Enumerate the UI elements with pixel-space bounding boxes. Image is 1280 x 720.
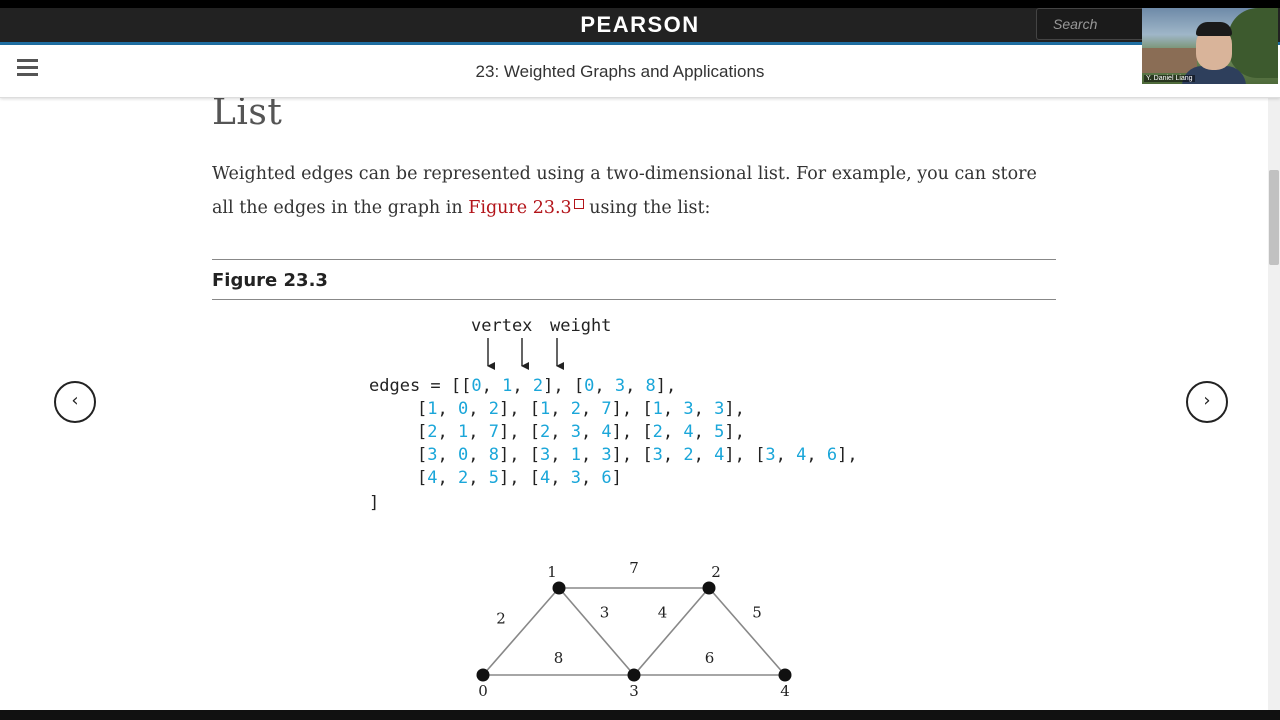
scrollbar-thumb[interactable] [1269,170,1279,265]
vertex-label: vertex [471,316,533,336]
graph-vertex [628,669,641,682]
paragraph-text-1: Weighted edges can be represented using a two-dimensional list. For example, you can store all the edges in the graph in [212,164,1037,218]
edges-code-line: [2, 1, 7], [2, 3, 4], [2, 4, 5], [417,422,745,442]
weighted-graph [477,559,792,700]
edges-closing-bracket: ] [369,493,380,513]
chapter-header [0,45,1280,98]
figure-23-3 [0,98,1268,710]
edge-weight-label: 5 [752,603,762,622]
graph-vertex [553,582,566,595]
search-placeholder: Search [1053,16,1098,32]
weight-label: weight [550,316,612,336]
figure-title: Figure 23.3 [212,270,328,291]
vertex-label-text: 3 [629,682,639,700]
vertex-label-text: 1 [547,563,557,581]
graph-edge [483,588,559,675]
edges-code-line: [3, 0, 8], [3, 1, 3], [3, 2, 4], [3, 4, 6], [417,445,858,465]
vertex-label-text: 0 [478,682,488,700]
previous-page-button[interactable]: ‹ [54,381,96,423]
edge-weight-label: 7 [629,559,639,577]
graph-vertex [779,669,792,682]
paragraph-text-2: using the list: [583,198,711,218]
search-input[interactable] [1036,8,1146,40]
vertex-label-text: 2 [711,563,721,581]
next-page-button[interactable]: › [1186,381,1228,423]
graph-edge [559,588,634,675]
edge-weight-label: 3 [599,603,610,622]
edge-weight-label: 2 [496,609,506,628]
bottom-bar [0,710,1280,720]
edge-weight-label: 8 [553,649,564,667]
edges-code-line: [4, 2, 5], [4, 3, 6] [417,468,622,488]
edge-weight-label: 4 [657,603,668,622]
graph-vertex [477,669,490,682]
graph-vertex [703,582,716,595]
edges-code [369,376,858,513]
presenter-hair [1196,22,1232,36]
top-bar [0,8,1280,42]
edges-code-line: edges = [[0, 1, 2], [0, 3, 8], [369,376,677,396]
figure-link[interactable]: Figure 23.3 [468,198,572,218]
reader-content [0,98,1268,710]
chapter-title: 23: Weighted Graphs and Applications [475,62,765,81]
presenter-video[interactable] [1142,8,1278,84]
section-heading: List [212,98,283,133]
vertex-label-text: 4 [780,682,790,700]
edge-weight-label: 6 [704,649,715,667]
brand-logo[interactable]: PEARSON [580,12,700,37]
graph-edge [709,588,785,675]
presenter-name-tag: Y. Daniel Liang [1146,75,1193,82]
graph-edge [634,588,709,675]
edges-code-line: [1, 0, 2], [1, 2, 7], [1, 3, 3], [417,399,745,419]
